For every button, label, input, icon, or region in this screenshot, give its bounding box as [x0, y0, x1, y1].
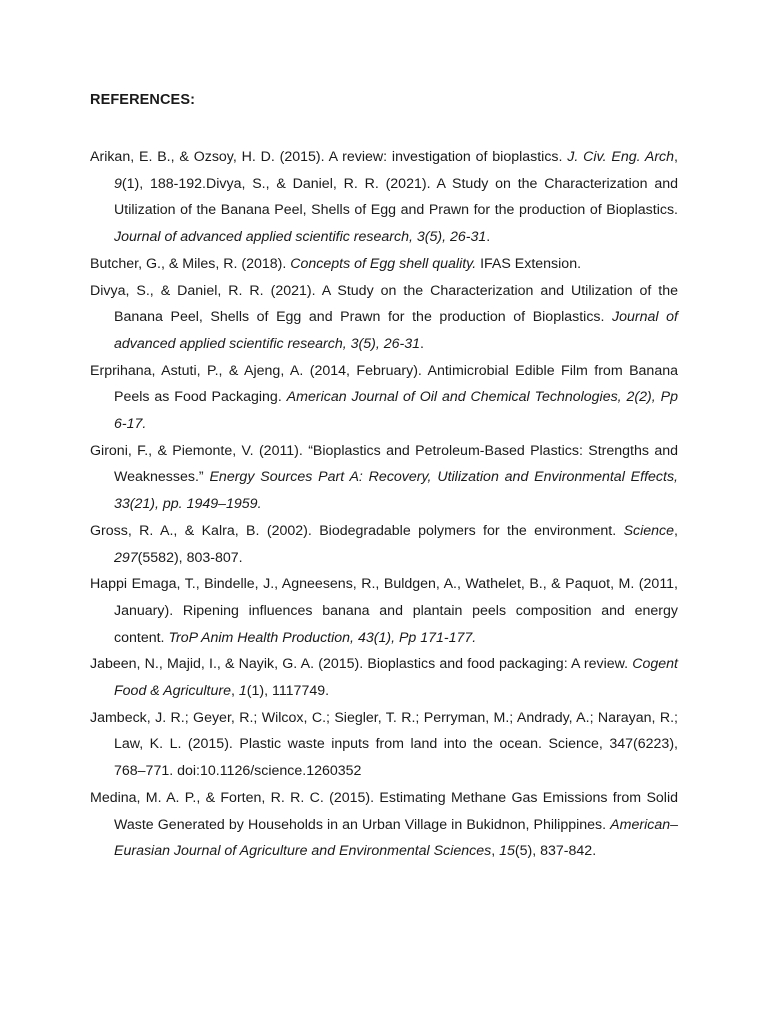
reference-text: , [491, 843, 500, 860]
reference-text: (5582), 803-807. [137, 549, 243, 566]
reference-italic-text: 297 [114, 549, 138, 566]
reference-italic-text: 15 [499, 843, 515, 860]
reference-text: Divya, S., & Daniel, R. R. (2021). A Study on the Characterization and Utilization of the Banana Peel, Shells of Egg and Prawn for the production of Bioplastics. [90, 282, 678, 326]
reference-italic-text: J. Civ. Eng. Arch [567, 149, 675, 165]
reference-text: Butcher, G., & Miles, R. (2018). [90, 255, 291, 272]
reference-italic-text: Cogent Food & Agriculture [114, 656, 678, 700]
reference-text: . [486, 229, 491, 246]
references-heading: REFERENCES: [90, 92, 196, 108]
reference-text: IFAS Extension. [476, 255, 582, 272]
reference-entry [90, 785, 678, 865]
reference-entry [90, 518, 678, 571]
reference-italic-text: Science [623, 522, 675, 539]
reference-text: Erprihana, Astuti, P., & Ajeng, A. (2014, February). Antimicrobial Edible Film from Banana Peels as Food Packaging. [90, 362, 678, 406]
reference-italic-text: Concepts of Egg shell quality. [290, 255, 477, 272]
reference-text: (5), 837-842. [514, 843, 597, 860]
reference-text: . [420, 335, 424, 352]
reference-italic-text: Energy Sources Part A: Recovery, Utilization and Environmental Effects, 33(21), pp. 1949–1959. [114, 469, 678, 513]
reference-text: , [674, 149, 678, 165]
reference-text: (1), 1117749. [246, 683, 330, 700]
reference-italic-text: Journal of advanced applied scientific research, 3(5), 26-31 [114, 309, 678, 352]
reference-italic-text: American–Eurasian Journal of Agriculture and Environmental Sciences [114, 816, 678, 860]
reference-italic-text: 9 [114, 175, 122, 192]
reference-italic-text: American Journal of Oil and Chemical Technologies, 2(2), Pp 6-17. [114, 389, 678, 433]
references-list [90, 144, 678, 865]
reference-text: Jabeen, N., Majid, I., & Nayik, G. A. (2015). Bioplastics and food packaging: A review. [90, 656, 633, 673]
reference-entry [90, 251, 678, 278]
reference-italic-text: 1 [238, 683, 247, 700]
reference-text: Medina, M. A. P., & Forten, R. R. C. (2015). Estimating Methane Gas Emissions from Solid Waste Generated by Households in an Urban Village in Bukidnon, Philippines. [90, 789, 678, 833]
reference-entry [90, 278, 678, 358]
reference-entry [90, 144, 678, 251]
reference-text: , [674, 522, 678, 539]
reference-entry [90, 705, 678, 785]
reference-entry [90, 651, 678, 704]
reference-italic-text: TroP Anim Health Production, 43(1), Pp 171-177. [168, 629, 477, 646]
reference-text: Gross, R. A., & Kalra, B. (2002). Biodegradable polymers for the environment. [90, 522, 624, 539]
reference-text: Happi Emaga, T., Bindelle, J., Agneesens, R., Buldgen, A., Wathelet, B., & Paquot, M. (2011, January). Ripening influences banana and plantain peels composition and energy content. [90, 576, 678, 646]
reference-text: Jambeck, J. R.; Geyer, R.; Wilcox, C.; Siegler, T. R.; Perryman, M.; Andrady, A.; Narayan, R.; Law, K. L. (2015). Plastic waste inputs from land into the ocean. Science, 347(6223), 768–771. doi:10.1126/science.1260352 [90, 709, 678, 780]
reference-italic-text: Journal of advanced applied scientific research, 3(5), 26-31 [114, 229, 487, 246]
document-page [90, 92, 678, 865]
reference-entry [90, 358, 678, 438]
reference-entry [90, 438, 678, 518]
reference-entry [90, 571, 678, 651]
reference-text: Gironi, F., & Piemonte, V. (2011). “Bioplastics and Petroleum-Based Plastics: Strengths and Weaknesses.” [90, 442, 678, 486]
reference-text: , [230, 683, 239, 700]
reference-text: Arikan, E. B., & Ozsoy, H. D. (2015). A review: investigation of bioplastics. [90, 149, 568, 165]
reference-text: (1), 188-192.Divya, S., & Daniel, R. R. (2021). A Study on the Characterization and Utilization of the Banana Peel, Shells of Egg and Prawn for the production of Bioplastics. [114, 175, 678, 219]
